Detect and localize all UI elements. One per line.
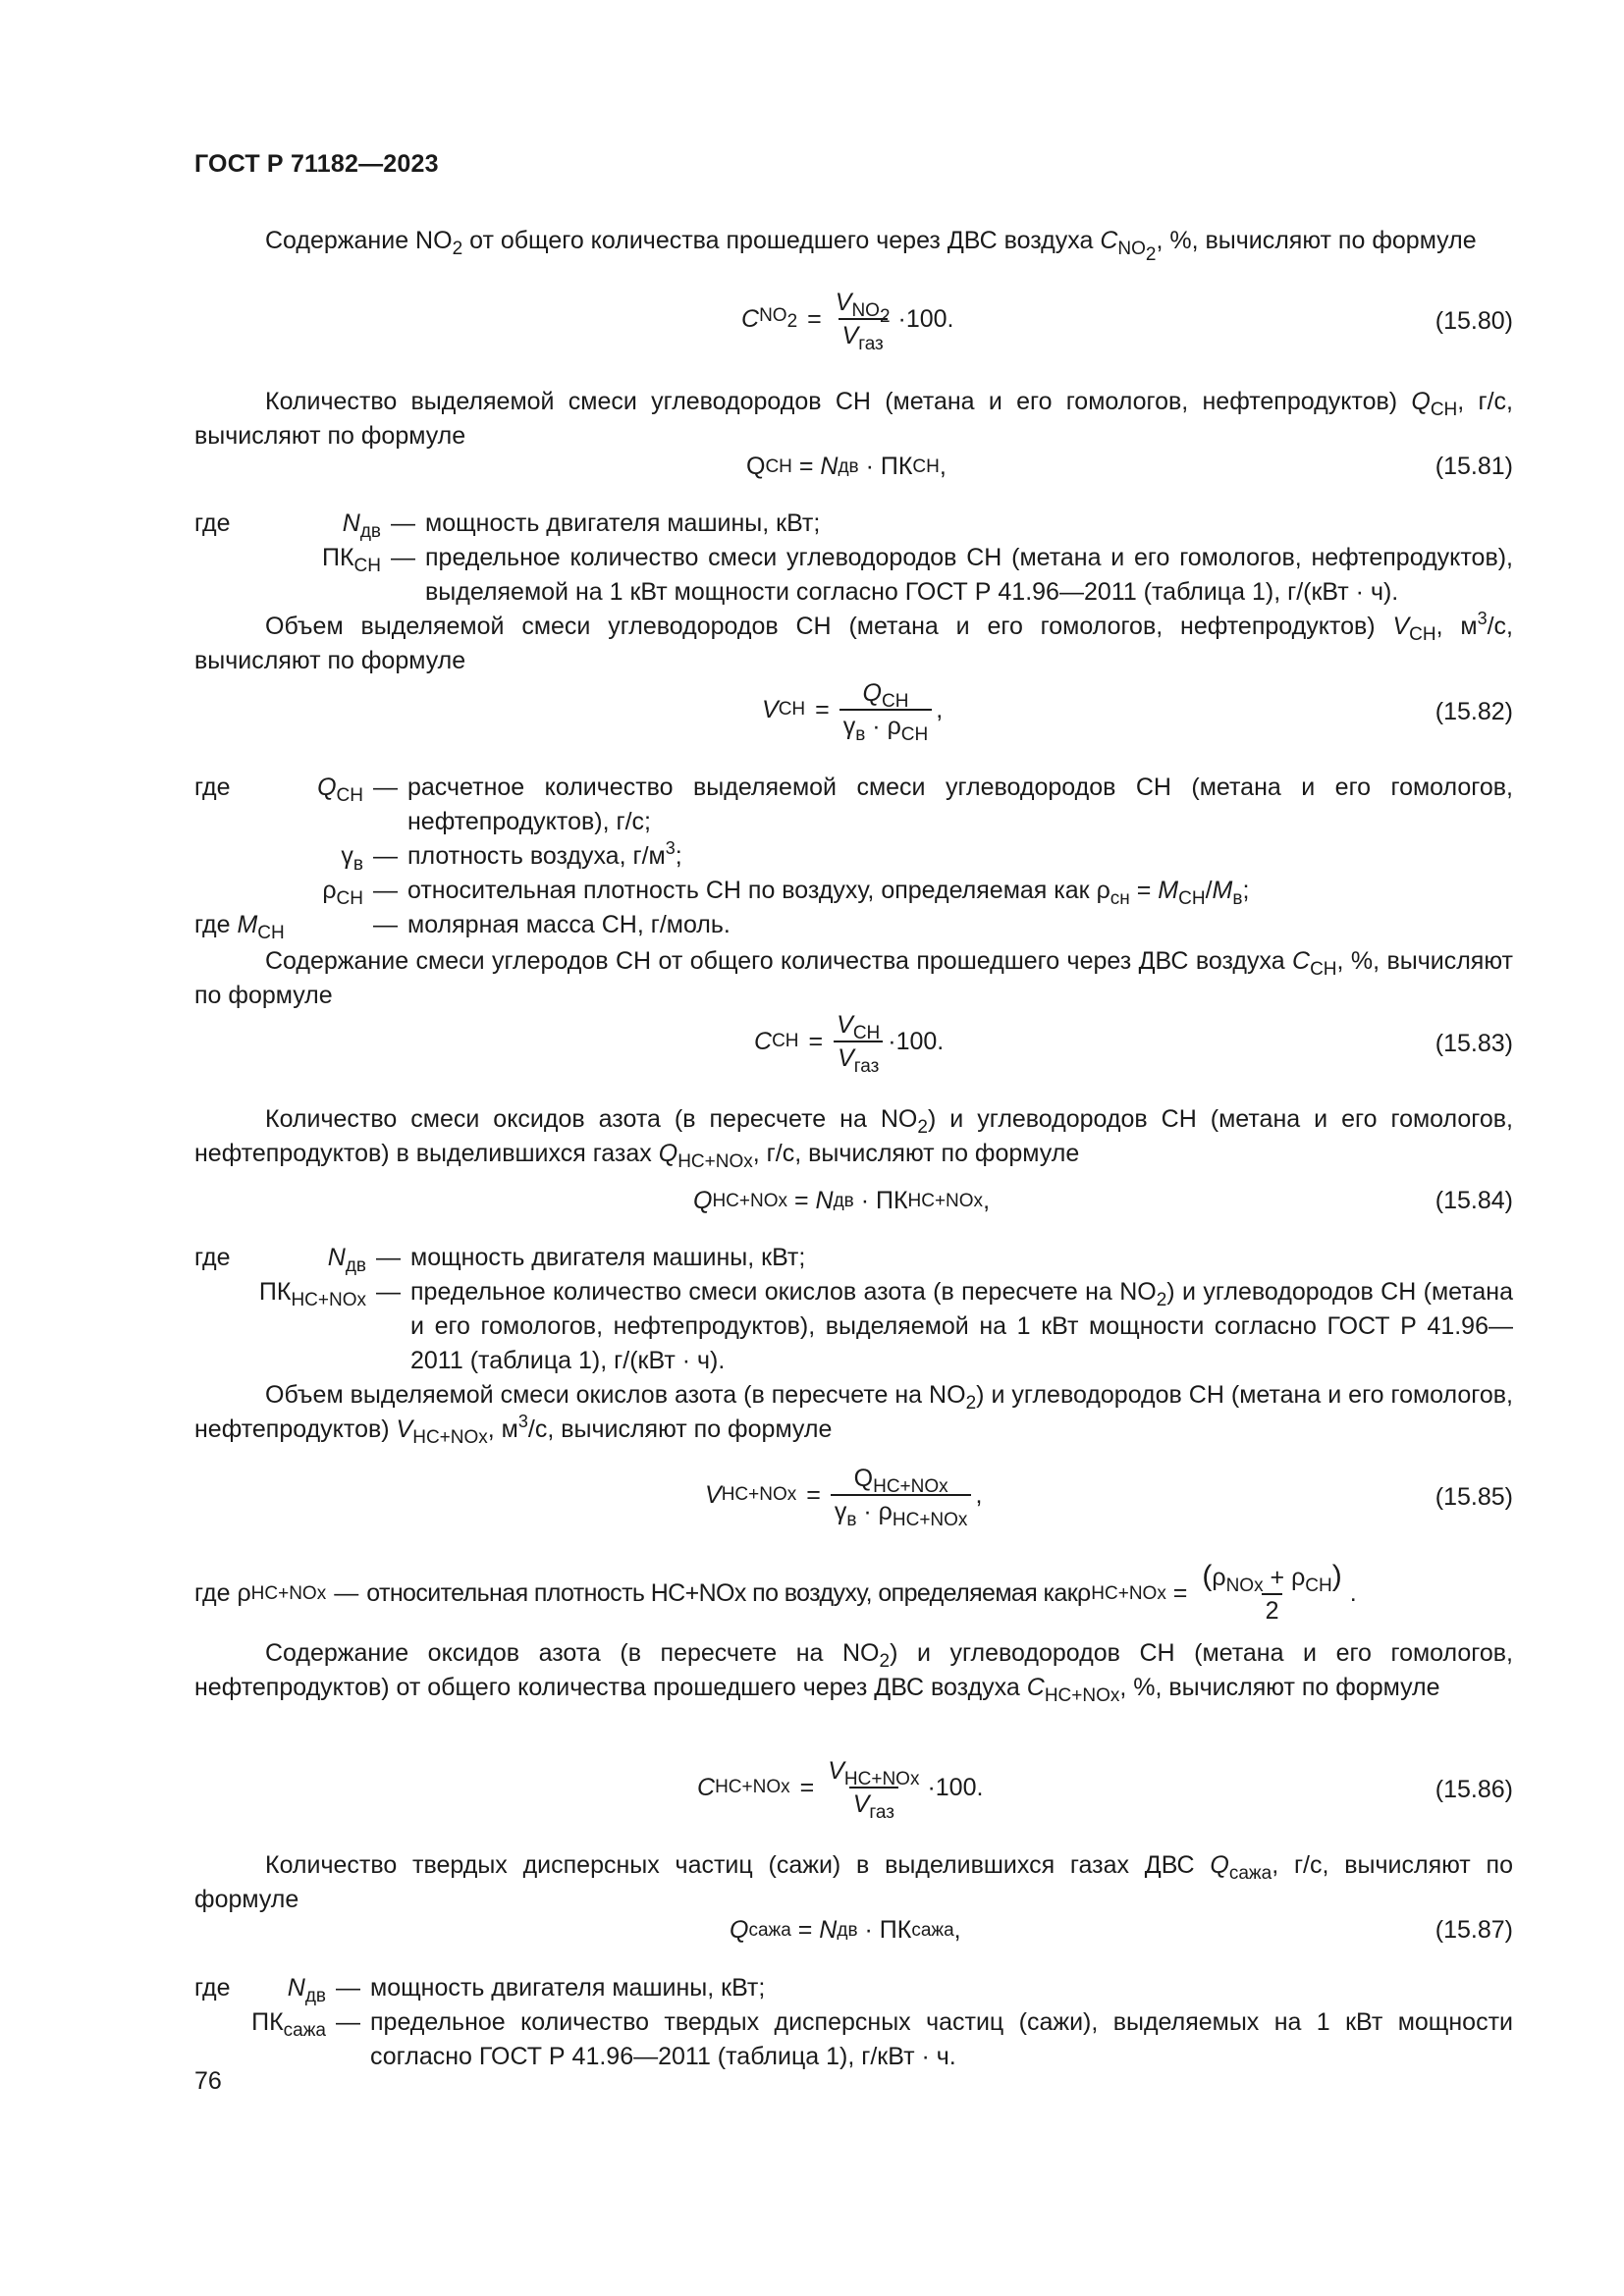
subscript: сажа	[1228, 1863, 1272, 1884]
formula-15-80	[194, 287, 1513, 355]
subscript: HC+NOx	[677, 1151, 753, 1172]
subscript: CH	[1178, 888, 1206, 909]
dash: —	[336, 2008, 360, 2036]
formula-number: (15.86)	[1435, 1776, 1513, 1803]
equals-sign: =	[806, 1480, 821, 1509]
variable: N	[815, 1187, 834, 1214]
subscript: CH	[353, 556, 381, 576]
variable: N	[287, 1974, 305, 2002]
formula-number: (15.80)	[1435, 307, 1513, 335]
text: , %, вычисляют по формуле	[1119, 1674, 1440, 1701]
text: , %, вычисляют по формуле	[1156, 227, 1477, 254]
text: , м	[1435, 613, 1478, 640]
subscript: в	[846, 1510, 857, 1530]
fraction	[1198, 1561, 1345, 1627]
formula-body: Q HC+NOx = N дв · ПК HC+NOx ,	[693, 1184, 990, 1218]
paren: (	[1202, 1560, 1213, 1592]
text: =	[1129, 877, 1159, 904]
formula-body: V CH = $\frac{Q_{CH}}{\gamma_в \cdot \rho_{CH}}$ ,	[762, 679, 944, 745]
subscript: сн	[1110, 888, 1130, 909]
dash: —	[336, 1974, 360, 2002]
paragraph-ch-quantity	[194, 385, 1513, 454]
multiplier: ·100.	[927, 1773, 984, 1801]
variable: Q	[853, 1465, 874, 1492]
spacer	[194, 839, 253, 874]
numerator	[832, 287, 894, 327]
definition-row	[194, 507, 1513, 541]
operator: ·	[853, 1187, 876, 1214]
dash: —	[376, 1244, 401, 1271]
equals-sign: =	[807, 304, 822, 333]
subscript: CH	[336, 785, 363, 806]
text: , г/с, вычисляют по формуле	[194, 388, 1513, 450]
operator: ·	[856, 1498, 879, 1525]
subscript: CH	[852, 1023, 881, 1043]
multiplier: ·100.	[888, 1027, 945, 1055]
subscript: HC+NOx	[1044, 1685, 1120, 1706]
variable: Q	[1210, 1851, 1229, 1879]
term	[194, 908, 363, 942]
definition-row	[194, 2005, 1513, 2074]
operator: ·	[858, 453, 881, 480]
definition-row	[194, 908, 1513, 942]
numerator	[824, 1755, 923, 1787]
variable: C	[697, 1773, 716, 1801]
where-label: где	[194, 774, 231, 801]
text: , г/с, вычисляют по формуле	[752, 1140, 1080, 1167]
punctuation: ;	[1242, 877, 1250, 904]
variable: Q	[1411, 388, 1431, 415]
formula-body: C HC+NOx = $\frac{V_{HC+NOx}}{V_{газ}}$ ·100.	[697, 1757, 984, 1823]
superscript: 3	[517, 1412, 528, 1431]
formula-number: (15.87)	[1435, 1916, 1513, 1944]
document-header: ГОСТ Р 71182—2023	[194, 150, 439, 178]
subscript: HC+NOx	[291, 1290, 366, 1310]
paragraph-ch-volume	[194, 610, 1513, 678]
definition: мощность двигателя машины, кВт;	[425, 509, 821, 537]
operator: ·	[865, 713, 888, 740]
variable: ρ	[1077, 1579, 1092, 1607]
variable: ρ	[887, 713, 901, 740]
punctuation: .	[1349, 1579, 1357, 1607]
definition: предельное количество твердых дисперсных частиц (сажи), выделяемых на 1 кВт мощности согласно ГОСТ Р 41.96—2011 (таблица 1), г/кВт · ч.	[370, 2008, 1513, 2070]
subscript	[1117, 239, 1157, 265]
formula-number: (15.83)	[1435, 1030, 1513, 1057]
definition-row	[194, 771, 1513, 839]
subscript: CH	[1409, 624, 1436, 645]
definition-list-15-84	[194, 1241, 1513, 1378]
paragraph-no2-content	[194, 224, 1513, 265]
formula-body	[741, 287, 954, 354]
subscript: в	[1232, 888, 1243, 909]
subscript: CH	[882, 691, 909, 712]
variable: ПК	[875, 1187, 908, 1214]
spacer	[194, 1275, 241, 1378]
definition-row	[194, 1275, 1513, 1378]
text: Содержание NO	[265, 227, 453, 254]
operator: ·	[857, 1916, 880, 1944]
superscript: 3	[665, 838, 676, 858]
variable: ПК	[880, 453, 913, 480]
definition-row	[194, 1241, 1513, 1275]
definition: относительная плотность HC+NOx по воздуху, определяемая как	[366, 1579, 1078, 1607]
formula-body: Q сажа = N дв · ПК сажа ,	[730, 1913, 961, 1948]
subscript: дв	[304, 1986, 326, 2006]
variable: V	[841, 322, 859, 349]
fraction	[824, 1755, 923, 1823]
multiplier: ·100.	[897, 304, 954, 333]
variable: γ	[834, 1498, 847, 1525]
variable: ПК	[879, 1916, 912, 1944]
where-label: где	[194, 509, 231, 537]
variable: V	[852, 1790, 870, 1818]
dash: —	[373, 877, 398, 904]
text: NO	[851, 300, 880, 321]
punctuation: ,	[936, 695, 944, 723]
subscript: NOx	[1225, 1575, 1264, 1596]
denominator	[839, 709, 933, 745]
numerator	[859, 677, 913, 712]
operator: +	[1263, 1564, 1292, 1591]
variable: ρ	[878, 1498, 893, 1525]
dash: —	[391, 509, 415, 537]
paragraph-hc-nox-volume	[194, 1378, 1513, 1447]
text: от общего количества прошедшего через ДВС воздуха	[462, 227, 1101, 254]
variable: V	[828, 1757, 844, 1785]
paragraph-hc-nox-content	[194, 1636, 1513, 1705]
dash: —	[373, 842, 398, 870]
variable: V	[837, 1011, 853, 1039]
term	[241, 1275, 366, 1378]
equals-sign: =	[787, 1187, 816, 1214]
variable: Q	[730, 1916, 749, 1944]
text: относительная плотность СН по воздуху, определяемая как ρ	[407, 877, 1110, 904]
subscript: CH	[1310, 959, 1337, 980]
punctuation: ,	[939, 453, 947, 480]
text: ) и углеводородов СН (метана и его гомологов, нефтепродуктов) от общего количества прошедшего через ДВС воздуха	[194, 1639, 1513, 1701]
where-label: где	[194, 1579, 238, 1607]
subscript: 2	[879, 306, 891, 327]
subscript: сажа	[283, 2020, 326, 2041]
definition-list-15-87	[194, 1971, 1513, 2074]
paren: )	[1331, 1560, 1342, 1592]
definition-row	[194, 1971, 1513, 2005]
definition: предельное количество смеси углеводородов СН (метана и его гомологов, нефтепродуктов), выделяемой на 1 кВт мощности согласно ГОСТ Р 41.96—2011 (таблица 1), г/(кВт · ч).	[425, 544, 1513, 606]
subscript: CH	[1305, 1575, 1332, 1596]
formula-number: (15.81)	[1435, 453, 1513, 480]
paragraph-ch-content	[194, 944, 1513, 1013]
text: /	[1205, 877, 1213, 904]
formula-number: (15.85)	[1435, 1483, 1513, 1511]
variable: M	[1212, 877, 1233, 904]
subscript: HC+NOx	[873, 1476, 948, 1497]
variable: N	[820, 453, 839, 480]
subscript: дв	[359, 521, 381, 542]
formula-15-85	[194, 1463, 1513, 1531]
variable: ПК	[258, 1278, 292, 1306]
subscript: 2	[452, 239, 463, 259]
dash: —	[373, 774, 398, 801]
text: NO	[1117, 239, 1146, 259]
formula-body: Q CH = N дв · ПК CH ,	[746, 450, 947, 484]
equals-sign: =	[799, 1773, 815, 1801]
formula-15-83	[194, 1009, 1513, 1078]
variable: C	[1100, 227, 1118, 254]
term	[253, 839, 363, 874]
formula-body: C CH = $\frac{V_{CH}}{V_{газ}}$ ·100.	[754, 1011, 945, 1077]
variable: γ	[341, 842, 353, 870]
equals-sign: =	[815, 695, 830, 723]
term	[253, 771, 363, 839]
variable: C	[741, 304, 760, 333]
subscript: CH	[1430, 400, 1458, 420]
formula-15-82	[194, 677, 1513, 746]
variable: N	[327, 1244, 346, 1271]
punctuation: ,	[953, 1916, 961, 1944]
text: /с, вычисляют по формуле	[527, 1415, 833, 1443]
where-label: где	[194, 1974, 231, 2002]
where-label: где	[194, 911, 238, 938]
equals-sign: =	[808, 1027, 824, 1055]
variable: N	[342, 509, 360, 537]
spacer	[194, 541, 265, 610]
term	[265, 541, 381, 610]
paragraph-soot-quantity	[194, 1848, 1513, 1917]
dash: —	[373, 911, 398, 938]
document-page	[194, 0, 1513, 2296]
formula-15-87	[194, 1913, 1513, 1952]
variable: C	[754, 1027, 773, 1055]
text: , м	[487, 1415, 518, 1443]
subscript: HC+NOx	[412, 1427, 488, 1448]
denominator: 2	[1262, 1593, 1283, 1627]
subscript: в	[855, 724, 866, 745]
text: Содержание оксидов азота (в пересчете на NO	[265, 1639, 880, 1667]
punctuation: ,	[983, 1187, 991, 1214]
numerator	[850, 1463, 952, 1497]
definition-row	[194, 839, 1513, 874]
variable: M	[1158, 877, 1179, 904]
variable: ПК	[251, 2008, 284, 2036]
term	[265, 507, 381, 541]
definition	[410, 1275, 1513, 1378]
variable: ПК	[322, 544, 354, 571]
variable: N	[819, 1916, 838, 1944]
subscript: HC+NOx	[892, 1510, 968, 1530]
definition: расчетное количество выделяемой смеси углеводородов СН (метана и его гомологов, нефтепродуктов), г/с;	[407, 774, 1513, 835]
text: Объем выделяемой смеси углеводородов СН (метана и его гомологов, нефтепродуктов)	[265, 613, 1393, 640]
term	[265, 1971, 326, 2005]
numerator	[833, 1009, 884, 1041]
text: Объем выделяемой смеси окислов азота (в пересчете на NO	[265, 1381, 966, 1409]
subscript: 2	[1145, 244, 1157, 265]
subscript: газ	[858, 334, 884, 354]
variable: M	[237, 911, 258, 938]
variable: Q	[693, 1187, 713, 1214]
formula-number: (15.82)	[1435, 698, 1513, 725]
formula-body: V HC+NOx = $\frac{Q_{HC+NOx}}{\gamma_в \cdot \rho_{HC+NOx}}$ ,	[705, 1465, 983, 1530]
subscript: 2	[1156, 1290, 1167, 1310]
variable: V	[762, 695, 779, 723]
variable: ρ	[322, 877, 337, 904]
subscript: 2	[965, 1393, 977, 1414]
text: , %, вычисляют по формуле	[194, 947, 1513, 1009]
equals-sign: =	[791, 453, 821, 480]
denominator	[831, 1494, 972, 1530]
formula-15-81	[194, 450, 1513, 489]
definition: молярная масса СН, г/моль.	[407, 911, 731, 938]
variable: ρ	[1291, 1564, 1306, 1591]
variable: C	[1026, 1674, 1045, 1701]
spacer	[194, 874, 253, 908]
variable: V	[705, 1480, 722, 1509]
variable: V	[838, 1044, 854, 1072]
text: /с, вычисляют по формуле	[194, 613, 1513, 674]
superscript: 3	[1477, 609, 1488, 628]
text: плотность воздуха, г/м	[407, 842, 666, 870]
variable: γ	[842, 713, 856, 740]
subscript: дв	[345, 1255, 366, 1276]
term	[253, 874, 363, 908]
subscript: в	[352, 854, 363, 875]
subscript: газ	[869, 1802, 894, 1823]
definition-row: где ρ HC+NOx — относительная плотность HC+NOx по воздуху, определяемая как ρ HC+NOx = $\frac{(\rho_{NOx} + \rho_{CH})}{2}$ .	[194, 1560, 1357, 1625]
punctuation: ;	[675, 842, 682, 870]
text: предельное количество смеси окислов азота (в пересчете на NO	[410, 1278, 1157, 1306]
fraction	[832, 287, 894, 354]
dash: —	[376, 1278, 401, 1306]
variable: V	[1392, 613, 1410, 640]
equals-sign: =	[790, 1916, 820, 1944]
where-label: где	[194, 1244, 231, 1271]
term	[265, 1241, 366, 1275]
punctuation: ,	[975, 1480, 983, 1509]
variable: V	[396, 1415, 413, 1443]
subscript	[759, 305, 798, 332]
definition-list-15-82	[194, 771, 1513, 942]
text: Количество твердых дисперсных частиц (сажи) в выделившихся газах ДВС	[265, 1851, 1211, 1879]
variable: ρ	[237, 1579, 251, 1607]
variable: V	[835, 289, 852, 316]
definition	[407, 839, 1513, 874]
variable: Q	[862, 679, 882, 707]
variable: Q	[658, 1140, 678, 1167]
subscript: 2	[786, 311, 798, 332]
text: Количество выделяемой смеси углеводородов СН (метана и его гомологов, нефтепродуктов)	[265, 388, 1412, 415]
variable: Q	[746, 453, 766, 480]
text: , г/с, вычисляют по формуле	[194, 1851, 1513, 1913]
formula-number: (15.84)	[1435, 1187, 1513, 1214]
subscript: газ	[853, 1056, 880, 1077]
text: ) и углеводородов СН (метана и его гомологов, нефтепродуктов)	[194, 1381, 1514, 1443]
definition: мощность двигателя машины, кВт;	[410, 1244, 806, 1271]
definition-row	[194, 541, 1513, 610]
definition-row	[194, 874, 1513, 908]
paragraph-hc-nox-quantity	[194, 1102, 1513, 1171]
subscript: CH	[257, 923, 285, 943]
variable: C	[1292, 947, 1311, 975]
text: Количество смеси оксидов азота (в пересчете на NO	[265, 1105, 918, 1133]
dash: —	[334, 1579, 359, 1607]
numerator	[1198, 1560, 1345, 1596]
text: ) и углеводородов СН (метана и его гомологов, нефтепродуктов) в выделившихся газах	[194, 1105, 1513, 1167]
formula-15-86	[194, 1755, 1513, 1824]
equals-sign: =	[1165, 1579, 1195, 1607]
denominator	[839, 318, 888, 354]
subscript: 2	[879, 1651, 891, 1672]
text: NO	[759, 305, 787, 326]
definition-list-15-81	[194, 507, 1513, 610]
page-number: 76	[194, 2067, 222, 2095]
subscript: CH	[900, 724, 929, 745]
subscript: 2	[917, 1117, 928, 1138]
subscript: CH	[336, 888, 363, 909]
definition: мощность двигателя машины, кВт;	[370, 1974, 766, 2002]
text: Содержание смеси углеродов СН от общего количества прошедшего через ДВС воздуха	[265, 947, 1293, 975]
definition-list-15-85	[194, 1561, 1513, 1627]
denominator	[849, 1787, 898, 1823]
dash: —	[391, 544, 415, 571]
subscript: HC+NOx	[843, 1769, 920, 1789]
text: ) и углеводородов СН (метана и его гомологов, нефтепродуктов), выделяемой на 1 кВт мощности согласно ГОСТ Р 41.96—2011 (таблица 1), г/(кВт · ч).	[410, 1278, 1513, 1374]
term	[241, 2005, 326, 2074]
variable: ρ	[1212, 1564, 1226, 1591]
definition	[407, 874, 1513, 908]
variable: Q	[317, 774, 337, 801]
formula-15-84	[194, 1184, 1513, 1223]
fraction	[833, 1009, 884, 1077]
denominator	[834, 1041, 883, 1077]
